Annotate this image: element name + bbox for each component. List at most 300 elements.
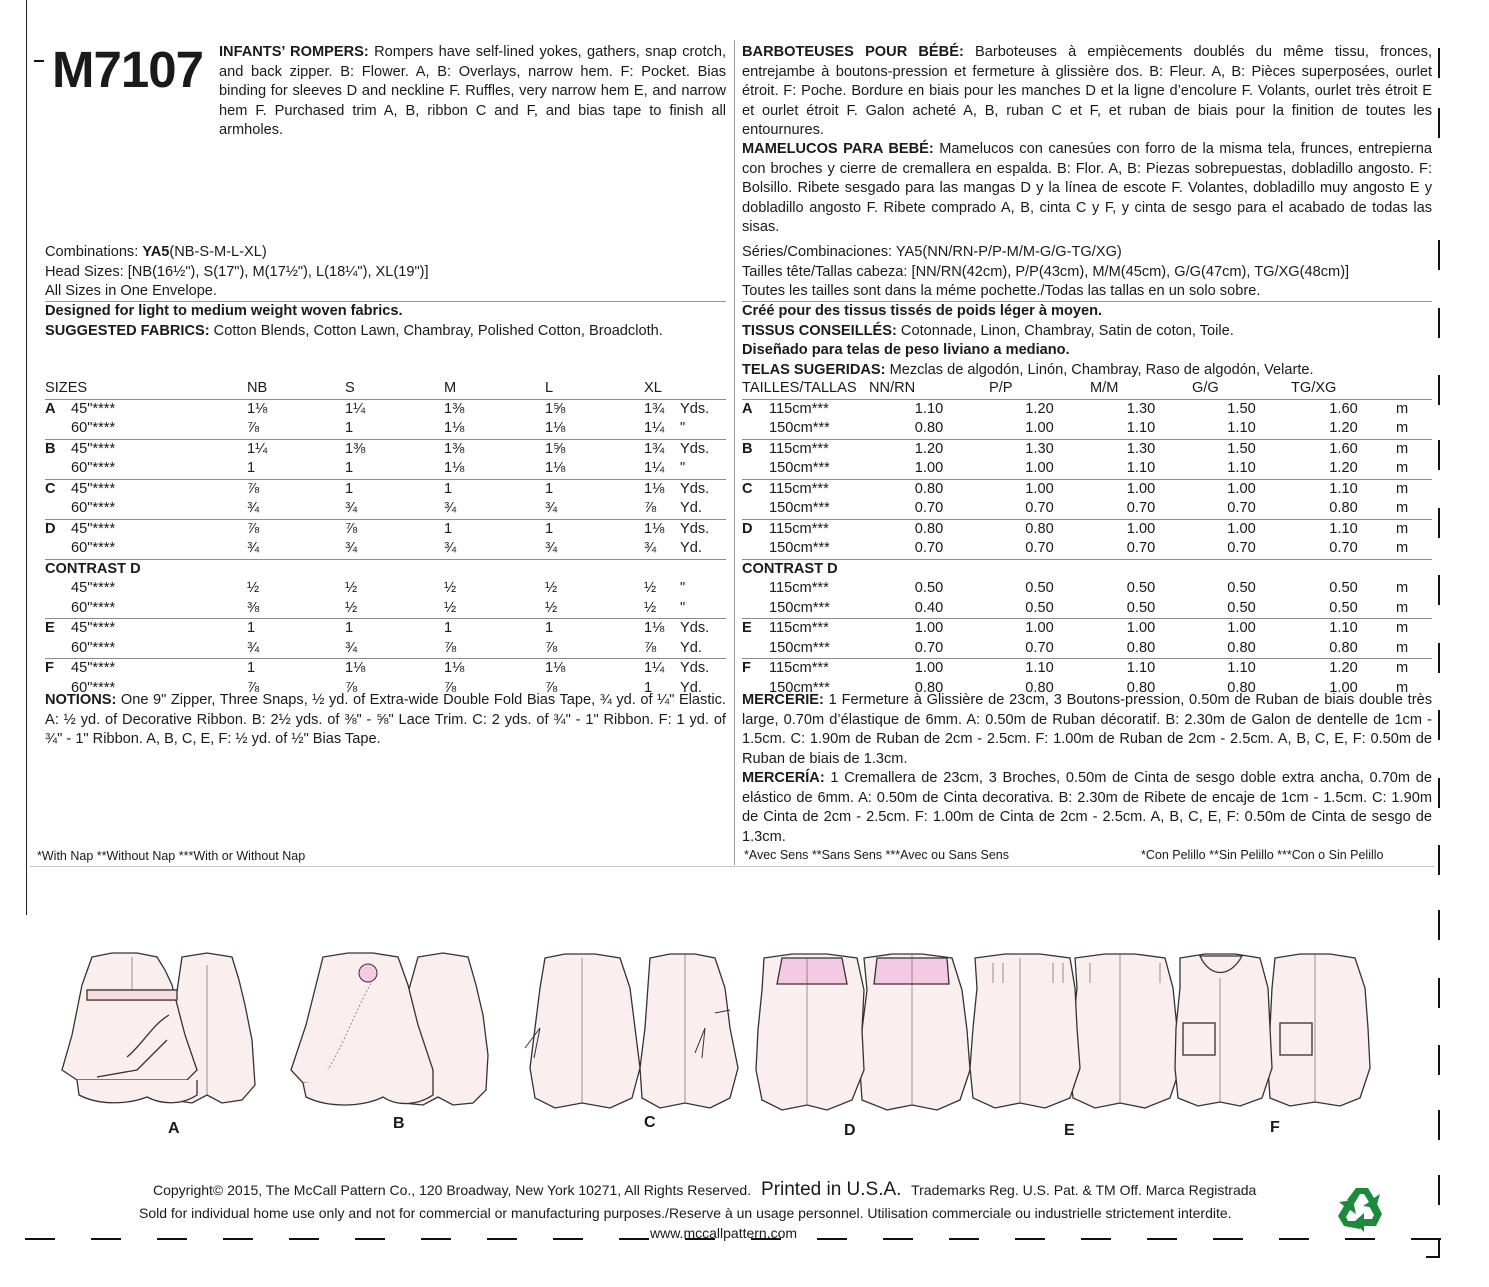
fabric-width: 45"****: [71, 399, 247, 419]
right-edge-mark: [1438, 375, 1440, 405]
unit: Yds.: [680, 619, 726, 639]
column-divider: [734, 40, 735, 865]
fabrics-es-label: TELAS SUGERIDAS:: [742, 361, 886, 378]
unit: m: [1396, 460, 1409, 476]
all-sizes-fr: Toutes les tailles sont dans la méme pochette./Todas las tallas en un solo sobre.: [742, 283, 1261, 299]
yardage-cell: ¾: [545, 500, 558, 516]
yardage-cell: 0.70: [914, 639, 944, 656]
view-letter: [45, 499, 71, 519]
yardage-cell: 1.10: [1291, 519, 1396, 539]
unit: Yds.: [680, 439, 726, 459]
fabric-width: 45"****: [71, 439, 247, 459]
table-row: [45, 599, 726, 619]
unit: Yds.: [680, 479, 726, 499]
yardage-cell: 1⅛: [545, 420, 566, 436]
printed-in: Printed in U.S.A.: [761, 1179, 902, 1200]
column-header: NN/RN: [869, 379, 989, 399]
view-label-b: B: [393, 1115, 405, 1132]
yardage-cell: 0.70: [914, 500, 944, 516]
right-edge-mark: [1438, 108, 1440, 138]
view-letter: B: [742, 439, 769, 459]
view-letter: D: [742, 519, 769, 539]
yardage-cell: ½: [444, 580, 457, 596]
yardage-cell: 1.00: [1025, 420, 1054, 436]
table-row: [742, 659, 1432, 679]
table-row: [742, 559, 1432, 579]
fabric-width: 45"****: [71, 580, 116, 596]
merceria-text: 1 Cremallera de 23cm, 3 Broches, 0.50m de Cinta de sesgo doble extra ancha, 0.70m de elástico de 6mm. A: 0.50m de Cinta decorativa. B: 2.30m de Ribete de encaje de 1cm - 1.5cm. C: 1.90m de Cinta de 2cm - 2.5cm. F: 1.00m de Cinta de 2cm - 2.5cm. A, B, C, E, F: 0.50m de Cinta de sesgo de 1.3cm.: [742, 770, 1432, 845]
table-row: [742, 419, 1432, 439]
yardage-table-en: [45, 379, 726, 698]
unit: m: [1396, 500, 1409, 516]
yardage-cell: ½: [345, 580, 358, 596]
yardage-cell: 1: [345, 420, 354, 436]
table-row: [742, 579, 1432, 599]
right-edge-mark: [1438, 1175, 1440, 1205]
right-edge-mark: [1438, 48, 1440, 78]
yardage-cell: 1⅛: [444, 659, 545, 679]
combinations-fr: Séries/Combinaciones: YA5(NN/RN-P/P-M/M-G/G-TG/XG): [742, 244, 1122, 260]
right-edge-mark: [1438, 240, 1440, 270]
yardage-cell: 1¼: [345, 399, 444, 419]
table-row: [742, 639, 1432, 659]
yardage-cell: 0.80: [1126, 639, 1156, 656]
unit: Yds.: [680, 659, 726, 679]
table-row: [45, 419, 726, 439]
unit: m: [1396, 540, 1409, 556]
unit: m: [1396, 659, 1432, 679]
column-header: M/M: [1090, 379, 1192, 399]
yardage-cell: 1⅝: [545, 399, 644, 419]
fabric-width: 150cm***: [769, 639, 830, 656]
yardage-cell: 1: [444, 619, 545, 639]
yardage-cell: 1.50: [1192, 439, 1291, 459]
left-edge-line: [26, 0, 27, 915]
yardage-cell: 0.70: [1227, 540, 1256, 556]
unit: m: [1396, 619, 1432, 639]
yardage-cell: 0.50: [1126, 580, 1156, 596]
yardage-cell: 0.70: [1329, 540, 1358, 556]
footnote-fr: *Avec Sens **Sans Sens ***Avec ou Sans Sens: [744, 848, 1009, 862]
view-letter: [742, 599, 769, 619]
fabric-width: 150cm***: [769, 420, 830, 436]
fabrics-es-list: Mezclas de algodón, Linón, Chambray, Raso de algodón, Velarte.: [885, 361, 1314, 378]
cut-line-dash: [619, 1238, 649, 1240]
yardage-table-fr: [742, 379, 1432, 698]
view-letter: [742, 459, 769, 479]
pattern-number: M7107: [52, 41, 203, 98]
yardage-cell: 1: [644, 679, 653, 696]
column-header: NB: [247, 379, 345, 399]
table-row: [742, 619, 1432, 639]
cut-line-dash: [1081, 1238, 1111, 1240]
fabric-width: 150cm***: [769, 500, 830, 516]
right-edge-mark: [1438, 845, 1440, 875]
unit: m: [1396, 639, 1409, 656]
sizes-en: [45, 243, 726, 302]
unit: m: [1396, 679, 1409, 696]
table-header-row: [45, 379, 726, 399]
right-edge-mark: [1438, 910, 1440, 940]
unit: m: [1396, 439, 1432, 459]
yardage-cell: 1¼: [644, 460, 665, 476]
yardage-cell: 1: [247, 659, 345, 679]
illustration-f: [1170, 948, 1380, 1118]
table-row: [45, 579, 726, 599]
yardage-cell: 0.80: [989, 519, 1090, 539]
yardage-cell: ¾: [545, 540, 558, 556]
yardage-cell: 0.70: [914, 540, 944, 556]
right-edge-mark: [1438, 978, 1440, 1008]
yardage-cell: 1.00: [869, 659, 989, 679]
copyright: Copyright© 2015, The McCall Pattern Co., 120 Broadway, New York 10271, All Rights Reserved.: [153, 1182, 752, 1198]
yardage-cell: 1⅛: [545, 460, 566, 476]
footnote-es: *Con Pelillo **Sin Pelillo ***Con o Sin Pelillo: [1141, 848, 1384, 862]
merceria-label: MERCERÍA:: [742, 770, 825, 786]
all-sizes: All Sizes in One Envelope.: [45, 283, 217, 299]
yardage-cell: 1: [247, 460, 256, 476]
yardage-cell: 1¼: [644, 420, 665, 436]
right-edge-mark: [1438, 308, 1440, 338]
yardage-cell: 1.10: [1126, 420, 1156, 436]
yardage-cell: 0.80: [1025, 679, 1054, 696]
fabrics-label: SUGGESTED FABRICS:: [45, 322, 210, 339]
description-fr-title: BARBOTEUSES POUR BÉBÉ:: [742, 44, 964, 60]
yardage-cell: ⅞: [644, 639, 657, 656]
fabric-width: 115cm***: [769, 399, 869, 419]
fabrics-fr-es: [742, 302, 1432, 380]
yardage-cell: 1.10: [1192, 659, 1291, 679]
yardage-cell: ¾: [247, 540, 260, 556]
column-header: G/G: [1192, 379, 1291, 399]
view-letter: [45, 579, 71, 599]
yardage-cell: 1.60: [1291, 439, 1396, 459]
mercerie-text: 1 Fermeture à Glissière de 23cm, 3 Boutons-pression, 0.50m de Ruban de biais double très large, 0.70m d’élastique de 6mm. A: 0.50m de Ruban décoratif. B: 2.30m de Galon de dentelle de 1cm - 1.5cm. C: 1.90m de Ruban de 2cm - 2.5cm. F: 1.00m de Ruban de 2cm - 2.5cm. A, B, C, E, F: 0.50m de Ruban de biais de 1.3cm.: [742, 692, 1432, 767]
illustration-e: [965, 948, 1190, 1118]
view-letter: F: [45, 659, 71, 679]
yardage-cell: ½: [345, 599, 358, 616]
table-row: [742, 439, 1432, 459]
column-header: TG/XG: [1291, 379, 1396, 399]
head-sizes-fr: Tailles tête/Tallas cabeza: [NN/RN(42cm), P/P(43cm), M/M(45cm), G/G(47cm), TG/XG(48cm)]: [742, 263, 1350, 280]
table-row: [742, 519, 1432, 539]
unit: m: [1396, 399, 1432, 419]
yardage-cell: 1.00: [1192, 519, 1291, 539]
cut-line-dash: [355, 1238, 385, 1240]
table-row: [742, 599, 1432, 619]
yardage-cell: ½: [545, 580, 558, 596]
fabric-width: 150cm***: [769, 540, 830, 556]
yardage-cell: ½: [247, 580, 260, 596]
unit: ": [680, 460, 686, 476]
yardage-cell: 1⅜: [444, 399, 545, 419]
yardage-cell: 1.60: [1291, 399, 1396, 419]
yardage-cell: 1.30: [1090, 399, 1192, 419]
view-letter: [742, 539, 769, 559]
yardage-cell: 1⅛: [247, 399, 345, 419]
fabric-width: 115cm***: [769, 659, 869, 679]
cut-line-dash: [25, 1238, 55, 1240]
fabric-width: 45"****: [71, 619, 247, 639]
yardage-cell: 1.10: [1090, 659, 1192, 679]
table-header-row: [742, 379, 1432, 399]
column-header: TAILLES/TALLAS: [742, 379, 869, 399]
table-row: [45, 639, 726, 659]
head-sizes: Head Sizes: [NB(16½"), S(17"), M(17½"), L(18¼"), XL(19")]: [45, 263, 429, 280]
right-edge-mark: [1426, 1256, 1440, 1258]
yardage-cell: 1.00: [1090, 519, 1192, 539]
column-header: S: [345, 379, 444, 399]
yardage-cell: ¾: [247, 500, 260, 516]
view-label-c: C: [644, 1114, 656, 1131]
yardage-cell: 1.10: [1227, 420, 1256, 436]
fabrics-en: [45, 302, 726, 341]
description-fr: [742, 43, 1432, 141]
notions-label: NOTIONS:: [45, 692, 117, 708]
yardage-cell: 0.50: [914, 580, 944, 596]
fabric-width: 150cm***: [769, 599, 830, 616]
right-edge-mark: [1438, 508, 1440, 538]
yardage-cell: 1⅝: [545, 439, 644, 459]
yardage-cell: ⅞: [247, 679, 260, 696]
yardage-cell: 1: [444, 479, 545, 499]
yardage-cell: 0.50: [1025, 599, 1054, 616]
view-letter: [742, 579, 769, 599]
footnote-en: *With Nap **Without Nap ***With or Without Nap: [37, 849, 306, 863]
cut-line-dash: [1345, 1238, 1375, 1240]
yardage-cell: 1: [545, 479, 644, 499]
column-header: [680, 379, 726, 399]
cut-line-dash: [817, 1238, 847, 1240]
yardage-cell: 0.50: [1025, 580, 1054, 596]
designed-for-es: Diseñado para telas de peso liviano a mediano.: [742, 342, 1070, 358]
table-row: [45, 479, 726, 499]
yardage-cell: 0.80: [869, 479, 989, 499]
yardage-cell: 1.10: [1291, 619, 1396, 639]
right-edge-mark: [1438, 1045, 1440, 1075]
table-row: [45, 619, 726, 639]
yardage-cell: ⅞: [247, 519, 345, 539]
yardage-cell: 1⅛: [345, 659, 444, 679]
yardage-cell: 1.20: [1329, 420, 1358, 436]
mercerie-label: MERCERIE:: [742, 692, 824, 708]
view-letter: E: [45, 619, 71, 639]
right-edge-mark: [1438, 710, 1440, 740]
view-letter: E: [742, 619, 769, 639]
sizes-fr-es: [742, 243, 1432, 302]
yardage-cell: 1.10: [1126, 460, 1156, 476]
view-letter: C: [45, 479, 71, 499]
view-letter: [45, 639, 71, 659]
description-es-title: MAMELUCOS PARA BEBÉ:: [742, 141, 934, 157]
yardage-cell: 1: [545, 619, 644, 639]
yardage-cell: ¾: [444, 540, 457, 556]
yardage-cell: 0.80: [1329, 500, 1358, 516]
yardage-cell: 1¼: [247, 439, 345, 459]
yardage-cell: ¾: [345, 540, 358, 556]
fabrics-list: Cotton Blends, Cotton Lawn, Chambray, Polished Cotton, Broadcloth.: [209, 322, 663, 339]
cut-line-dash: [157, 1238, 187, 1240]
view-label-e: E: [1064, 1122, 1075, 1139]
yardage-cell: 0.70: [1025, 500, 1054, 516]
unit: m: [1396, 599, 1409, 616]
yardage-cell: ⅜: [247, 599, 260, 616]
yardage-cell: 1.00: [1192, 619, 1291, 639]
yardage-cell: 1: [345, 619, 444, 639]
yardage-cell: 1.30: [1090, 439, 1192, 459]
view-letter: B: [45, 439, 71, 459]
view-letter: [45, 459, 71, 479]
yardage-cell: ½: [545, 599, 558, 616]
description-en-title: INFANTS’ ROMPERS:: [219, 44, 369, 60]
table-row: [742, 539, 1432, 559]
yardage-cell: ⅞: [644, 500, 657, 516]
yardage-cell: 1⅜: [444, 439, 545, 459]
fabric-width: 60"****: [71, 460, 116, 476]
view-label-d: D: [844, 1122, 856, 1139]
yardage-cell: ½: [644, 599, 657, 616]
yardage-cell: 1: [444, 519, 545, 539]
notions-text: One 9" Zipper, Three Snaps, ½ yd. of Extra-wide Double Fold Bias Tape, ¾ yd. of ¼" Elastic. A: ½ yd. of Decorative Ribbon. B: 2½ yds. of ⅜" - ⅝" Lace Trim. C: 2 yds. of ¾" - 1" Ribbon. F: 1 yd. of ¾" - 1" Ribbon. A, B, C, E, F: ½ yd. of ½" Bias Tape.: [45, 692, 726, 747]
column-header: P/P: [989, 379, 1090, 399]
yardage-cell: 1⅛: [644, 619, 680, 639]
yardage-cell: ⅞: [345, 679, 358, 696]
column-header: M: [444, 379, 545, 399]
table-row: [45, 659, 726, 679]
yardage-cell: 0.80: [869, 519, 989, 539]
table-row: [45, 499, 726, 519]
yardage-cell: 1: [345, 479, 444, 499]
yardage-cell: 0.80: [914, 420, 944, 436]
cut-line-dash: [487, 1238, 517, 1240]
yardage-cell: 0.80: [1126, 679, 1156, 696]
yardage-cell: 1.00: [914, 460, 944, 476]
yardage-cell: 0.50: [1329, 580, 1358, 596]
trademark: Trademarks Reg. U.S. Pat. & TM Off. Marca Registrada: [911, 1182, 1257, 1198]
yardage-cell: ¾: [644, 540, 657, 556]
yardage-cell: 1.00: [1025, 460, 1054, 476]
combinations: Combinations: YA5(NB-S-M-L-XL): [45, 244, 267, 260]
yardage-cell: 1.10: [989, 659, 1090, 679]
fabric-width: 45"****: [71, 519, 247, 539]
yardage-cell: 1¾: [644, 399, 680, 419]
illustration-a: [57, 945, 287, 1115]
table-section-heading: CONTRAST D: [45, 559, 726, 579]
cut-line-dash: [949, 1238, 979, 1240]
designed-for: Designed for light to medium weight woven fabrics.: [45, 303, 403, 319]
fabric-width: 115cm***: [769, 580, 829, 596]
table-row: [742, 399, 1432, 419]
fabric-width: 60"****: [71, 639, 116, 656]
yardage-cell: 1.50: [1192, 399, 1291, 419]
cut-line-dash: [1411, 1238, 1441, 1240]
yardage-cell: 0.50: [1329, 599, 1358, 616]
sold-notice: Sold for individual home use only and not for commercial or manufacturing purposes./Reserve à un usage personnel. Utilisation commerciale ou industrielle strictement interdite.: [139, 1205, 1232, 1221]
yardage-cell: 1: [345, 460, 354, 476]
unit: Yd.: [680, 500, 702, 516]
right-edge-mark: [1438, 778, 1440, 808]
view-letter: A: [45, 399, 71, 419]
yardage-cell: 1.00: [989, 619, 1090, 639]
unit: Yds.: [680, 399, 726, 419]
fabric-width: 115cm***: [769, 439, 869, 459]
view-letter: F: [742, 659, 769, 679]
cut-line-dash: [883, 1238, 913, 1240]
view-label-a: A: [168, 1120, 180, 1137]
column-header: L: [545, 379, 644, 399]
yardage-cell: ½: [444, 599, 457, 616]
yardage-cell: ⅞: [247, 420, 260, 436]
fabric-width: 60"****: [71, 420, 116, 436]
cut-line-dash: [91, 1238, 121, 1240]
yardage-cell: 1.20: [989, 399, 1090, 419]
yardage-cell: 0.50: [1227, 599, 1256, 616]
fabric-width: 60"****: [71, 500, 116, 516]
fabric-width: 150cm***: [769, 460, 830, 476]
cut-line-dash: [1213, 1238, 1243, 1240]
yardage-cell: ¾: [247, 639, 260, 656]
view-letter: C: [742, 479, 769, 499]
yardage-cell: ⅞: [444, 639, 457, 656]
right-edge-mark: [1438, 440, 1440, 470]
notions-es: [742, 769, 1432, 847]
cut-line-dash: [1279, 1238, 1309, 1240]
right-edge-mark: [1438, 575, 1440, 605]
yardage-cell: 1.20: [869, 439, 989, 459]
table-row: [742, 479, 1432, 499]
footer-line-1: [153, 1180, 1256, 1201]
unit: m: [1396, 420, 1409, 436]
website-link[interactable]: www.mccallpattern.com: [650, 1225, 798, 1241]
yardage-cell: ⅞: [545, 639, 558, 656]
table-row: [45, 519, 726, 539]
yardage-cell: ¾: [345, 500, 358, 516]
view-letter: [742, 639, 769, 659]
crop-mark: [34, 60, 44, 62]
illustration-d: [752, 950, 972, 1120]
yardage-cell: 1¼: [644, 659, 680, 679]
yardage-cell: ½: [644, 580, 657, 596]
fabrics-fr-list: Cotonnade, Linon, Chambray, Satin de coton, Toile.: [896, 322, 1234, 339]
yardage-cell: 1¾: [644, 439, 680, 459]
view-letter: [742, 419, 769, 439]
yardage-cell: 1.10: [1227, 460, 1256, 476]
view-letter: D: [45, 519, 71, 539]
unit: Yd.: [680, 679, 702, 696]
cut-line-dash: [553, 1238, 583, 1240]
table-row: [742, 499, 1432, 519]
unit: Yd.: [680, 639, 702, 656]
yardage-cell: ¾: [444, 500, 457, 516]
fabric-width: 115cm***: [769, 619, 869, 639]
yardage-cell: ¾: [345, 639, 358, 656]
fabric-width: 150cm***: [769, 679, 830, 696]
cut-line-dash: [289, 1238, 319, 1240]
table-section-heading: CONTRAST D: [742, 559, 1432, 579]
fabric-width: 45"****: [71, 659, 247, 679]
cut-line-dash: [223, 1238, 253, 1240]
unit: ": [680, 580, 686, 596]
unit: ": [680, 599, 686, 616]
table-row: [45, 399, 726, 419]
fabrics-fr-label: TISSUS CONSEILLÉS:: [742, 322, 897, 339]
yardage-cell: 1.30: [989, 439, 1090, 459]
description-es-text: Mamelucos con canesúes con forro de la misma tela, frunces, entrepierna con broches y cierre de cremallera en espalda. B: Flor. A, B: Piezas sobrepuestas, dobladillo angosto. F: Bolsillo. Ribete sesgado para las mangas D y la línea de escote F. Volantes, dobladillo muy angosto E y dobladillo angosto F. Ribete comprado A, B, cinta C y F, y cinta de sesgo para el acabado de todas las sisas.: [742, 141, 1432, 235]
column-header: [1396, 379, 1432, 399]
unit: m: [1396, 580, 1409, 596]
recycle-icon: [1336, 1184, 1388, 1236]
fabric-width: 115cm***: [769, 519, 869, 539]
